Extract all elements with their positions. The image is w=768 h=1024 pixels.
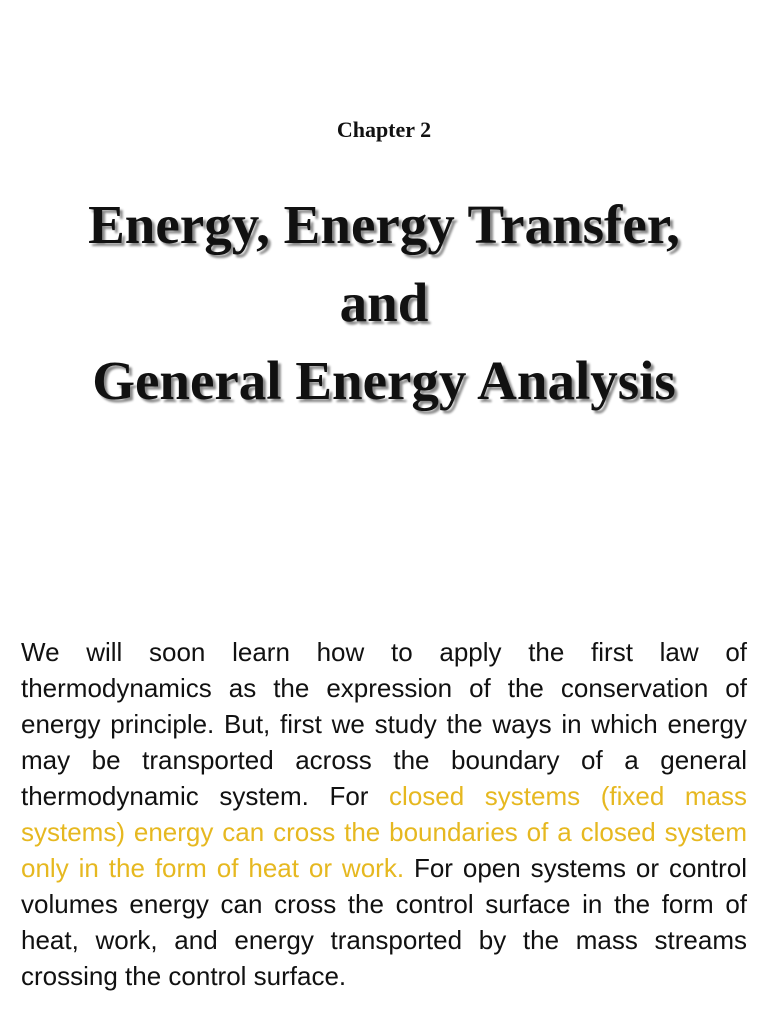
chapter-label: Chapter 2 — [336, 117, 432, 142]
page-title — [0, 186, 768, 420]
paragraph-highlighted-text: closed systems (fixed mass systems) energy can cross the boundaries of a closed system only in the form of heat or work. — [21, 781, 747, 883]
paragraph-text-part-2: For open systems or control volumes energy can cross the control surface in the form of heat, work, and energy transported by the mass streams crossing the control surface. — [21, 853, 747, 991]
paragraph-text-part-1: We will soon learn how to apply the first law of thermodynamics as the expression of the conservation of energy principle. But, first we study the ways in which energy may be transported across the boundary of a general thermodynamic system. For — [21, 637, 747, 811]
title-line-2: and — [339, 272, 429, 333]
title-line-1: Energy, Energy Transfer, — [88, 194, 680, 255]
body-paragraph — [21, 634, 747, 994]
title-line-3: General Energy Analysis — [92, 350, 676, 411]
